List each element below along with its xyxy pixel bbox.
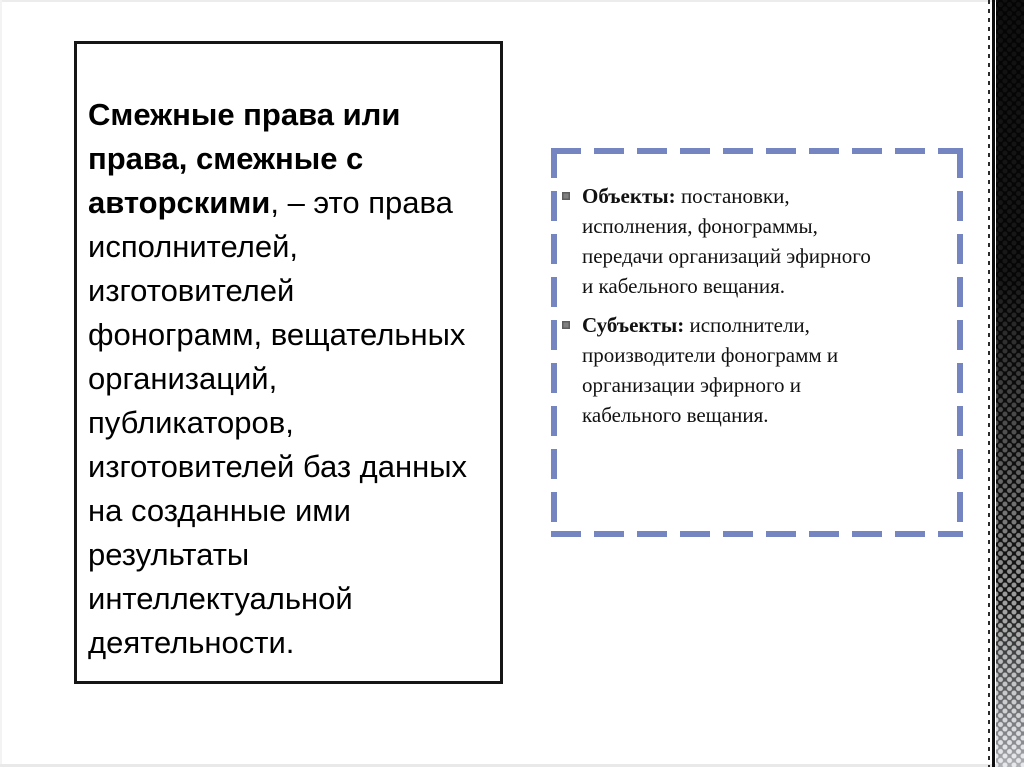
list-item-text: Субъекты: исполнители, производители фонограмм и организации эфирного и кабельного вещания. — [582, 313, 839, 427]
edge-solid-rule — [992, 0, 995, 767]
details-dashed-box — [551, 148, 963, 537]
definition-box — [74, 41, 503, 684]
edge-dashed-rule — [988, 0, 990, 767]
square-bullet-icon — [562, 192, 570, 200]
slide-edge-top — [0, 0, 1024, 2]
list-item — [562, 181, 951, 301]
bullet-list — [562, 181, 951, 430]
slide-edge-left — [0, 0, 2, 767]
list-item — [562, 310, 951, 430]
square-bullet-icon — [562, 321, 570, 329]
halftone-texture-strip — [996, 0, 1024, 767]
list-item-text: Объекты: постановки, исполнения, фонограммы, передачи организаций эфирного и кабельного вещания. — [582, 184, 871, 298]
definition-text: Смежные права или права, смежные с авторскими, – это права исполнителей, изготовителей фонограмм, вещательных организаций, публикаторов, изготовителей баз данных на созданные ими результаты интеллектуальной деятельности. — [88, 97, 468, 660]
